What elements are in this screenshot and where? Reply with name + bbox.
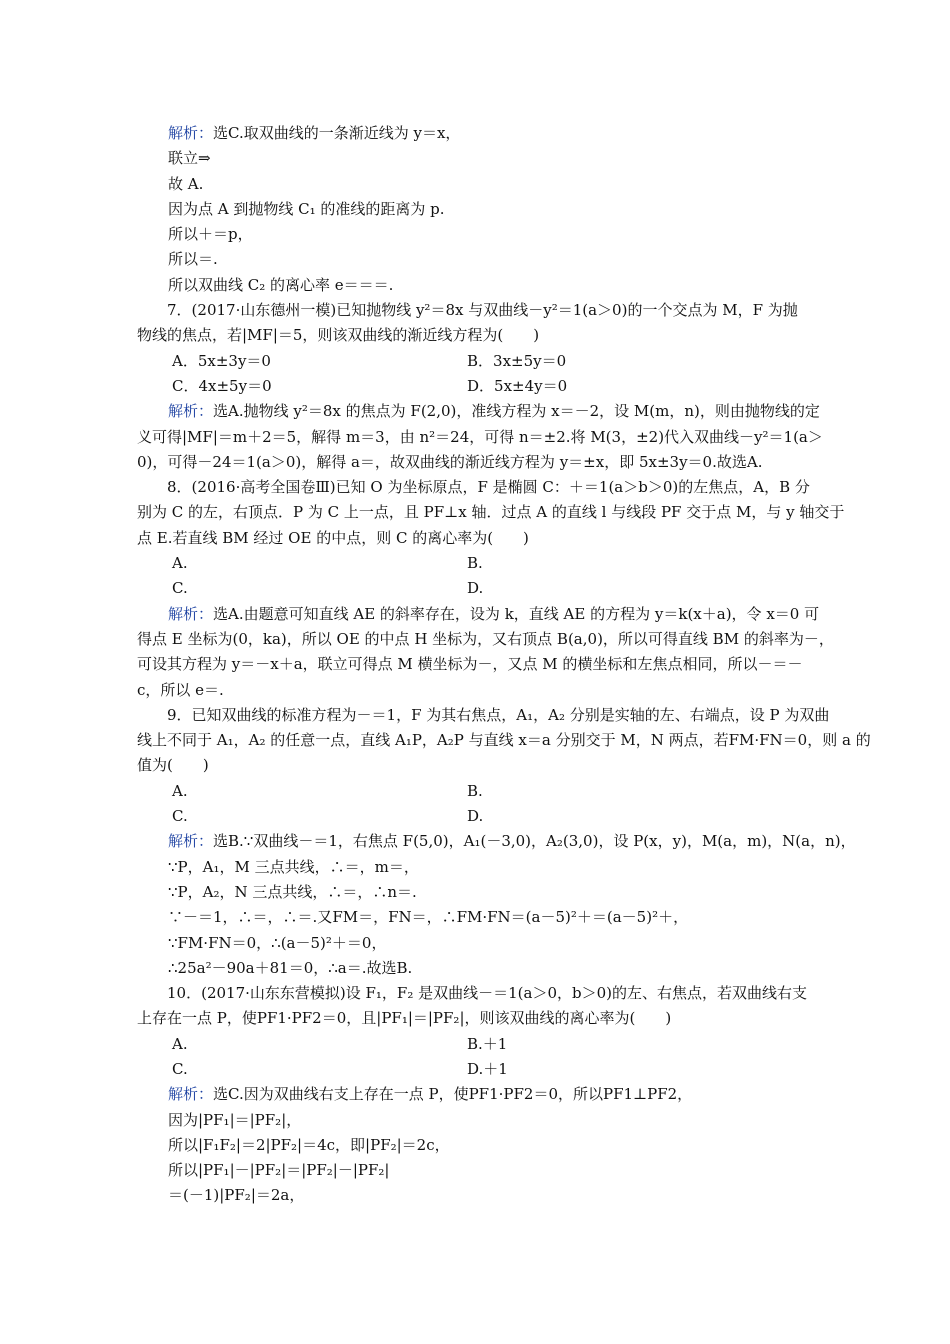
text-line: 因为点 A 到抛物线 C₁ 的准线的距离为 p.: [168, 199, 445, 218]
solution-line: [168, 829, 856, 854]
option-left: A.: [172, 1034, 188, 1053]
option-left: C.: [172, 807, 188, 826]
text-line: ∵FM·FN＝0，∴(a－5)²＋＝0，: [168, 933, 387, 952]
option-left: C.: [172, 579, 188, 598]
text-line-continued: 别为 C 的左，右顶点．P 为 C 上一点，且 PF⊥x 轴．过点 A 的直线 l 与线段 PF 交于点 M，与 y 轴交于: [137, 503, 845, 522]
solution-label: 解析：: [168, 604, 214, 623]
text-line: 故 A.: [168, 174, 204, 193]
text-line-continued: 0)，可得－24＝1(a＞0)，解得 a＝，故双曲线的渐近线方程为 y＝±x，即 5x±3y＝0.故选A.: [137, 452, 763, 471]
text-line: 所以|PF₁|－|PF₂|＝|PF₂|－|PF₂|: [168, 1161, 390, 1180]
text-line-continued: 线上不同于 A₁，A₂ 的任意一点，直线 A₁P，A₂P 与直线 x＝a 分别交于 M，N 两点，若FM·FN＝0，则 a 的: [137, 731, 871, 750]
option-right: D.: [467, 579, 484, 598]
text-line: 7．(2017·山东德州一模)已知抛物线 y²＝8x 与双曲线－y²＝1(a＞0)的一个交点为 M，F 为抛: [152, 301, 798, 320]
option-left: C．4x±5y＝0: [172, 376, 272, 395]
solution-text: 选C.因为双曲线右支上存在一点 P，使PF1·PF2＝0，所以PF1⊥PF2，: [213, 1085, 693, 1104]
option-row: [168, 551, 840, 576]
option-left: A.: [172, 781, 188, 800]
solution-text: 选C.取双曲线的一条渐近线为 y＝x，: [213, 124, 461, 142]
text-line: ∴25a²－90a＋81＝0，∴a＝.故选B.: [168, 958, 413, 977]
text-line: 8．(2016·高考全国卷Ⅲ)已知 O 为坐标原点，F 是椭圆 C：＋＝1(a＞b＞0)的左焦点，A，B 分: [152, 478, 810, 497]
option-row: [168, 349, 840, 374]
option-row: [168, 1032, 840, 1057]
text-line: 所以|F₁F₂|＝2|PF₂|＝4c，即|PF₂|＝2c，: [168, 1135, 450, 1154]
solution-text: 选A.抛物线 y²＝8x 的焦点为 F(2,0)，准线方程为 x＝－2，设 M(m，n)，则由抛物线的定: [213, 402, 820, 421]
text-line: 所以双曲线 C₂ 的离心率 e＝＝＝.: [168, 275, 394, 294]
option-row: [168, 779, 840, 804]
solution-line: [168, 121, 840, 146]
option-right: B.: [467, 554, 483, 573]
option-left: A．5x±3y＝0: [172, 351, 271, 370]
option-row: [168, 1057, 840, 1082]
text-line-continued: 可设其方程为 y＝－x＋a，联立可得点 M 横坐标为－，又点 M 的横坐标和左焦点相同，所以－＝－: [137, 655, 803, 674]
solution-text: 选A.由题意可知直线 AE 的斜率存在，设为 k，直线 AE 的方程为 y＝k(x＋a)，令 x＝0 可: [213, 604, 820, 623]
text-line: ∵P，A₂，N 三点共线，∴＝，∴n＝.: [168, 882, 417, 901]
solution-line: [168, 1082, 840, 1107]
option-row: [168, 576, 840, 601]
text-line-continued: c，所以 e＝.: [137, 680, 224, 699]
solution-line: [168, 602, 840, 627]
text-line-continued: 上存在一点 P，使PF1·PF2＝0，且|PF₁|＝|PF₂|，则该双曲线的离心率为( ): [137, 1009, 672, 1028]
text-line: 所以＋＝p，: [168, 225, 253, 244]
solution-label: 解析：: [168, 832, 214, 851]
text-line-continued: 值为( ): [137, 756, 209, 775]
text-line-continued: 得点 E 坐标为(0，ka)，所以 OE 的中点 H 坐标为，又右顶点 B(a,0)，所以可得直线 BM 的斜率为－，: [137, 629, 834, 648]
solution-text: 选B.∵双曲线－＝1，右焦点 F(5,0)，A₁(－3,0)，A₂(3,0)，设 P(x，y)，M(a，m)，N(a，n)，: [213, 832, 856, 851]
option-right: D.: [467, 807, 484, 826]
text-line: 10．(2017·山东东营模拟)设 F₁，F₂ 是双曲线－＝1(a＞0，b＞0)的左、右焦点，若双曲线右支: [152, 984, 807, 1003]
text-line-continued: 义可得|MF|＝m＋2＝5，解得 m＝3，由 n²＝24，可得 n＝±2.将 M(3，±2)代入双曲线－y²＝1(a＞: [137, 427, 823, 446]
option-right: B.: [467, 781, 483, 800]
option-right: D．5x±4y＝0: [467, 376, 568, 395]
text-line: ∵－＝1，∴＝，∴＝.又FM＝，FN＝，∴FM·FN＝(a－5)²＋＝(a－5)²＋，: [168, 908, 689, 927]
solution-label: 解析：: [168, 124, 214, 142]
text-line: 因为|PF₁|＝|PF₂|，: [168, 1110, 302, 1129]
option-right: B.＋1: [467, 1034, 508, 1053]
option-right: B．3x±5y＝0: [467, 351, 567, 370]
document-body: [137, 121, 871, 1209]
text-line: 9．已知双曲线的标准方程为－＝1，F 为其右焦点，A₁，A₂ 分别是实轴的左、右端点，设 P 为双曲: [152, 705, 830, 724]
text-line: 所以＝.: [168, 250, 218, 269]
text-line: ＝(－1)|PF₂|＝2a，: [168, 1186, 305, 1205]
text-line-continued: 点 E.若直线 BM 经过 OE 的中点，则 C 的离心率为( ): [137, 528, 529, 547]
option-row: [168, 804, 840, 829]
option-row: [168, 374, 840, 399]
option-left: C.: [172, 1059, 188, 1078]
text-line: 联立⇒: [168, 149, 211, 168]
text-line-continued: 物线的焦点，若|MF|＝5，则该双曲线的渐近线方程为( ): [137, 326, 540, 345]
solution-label: 解析：: [168, 1085, 214, 1104]
solution-label: 解析：: [168, 402, 214, 421]
option-left: A.: [172, 554, 188, 573]
option-right: D.＋1: [467, 1059, 508, 1078]
solution-line: [168, 399, 840, 424]
text-line: ∵P，A₁，M 三点共线，∴＝，m＝，: [168, 857, 419, 876]
